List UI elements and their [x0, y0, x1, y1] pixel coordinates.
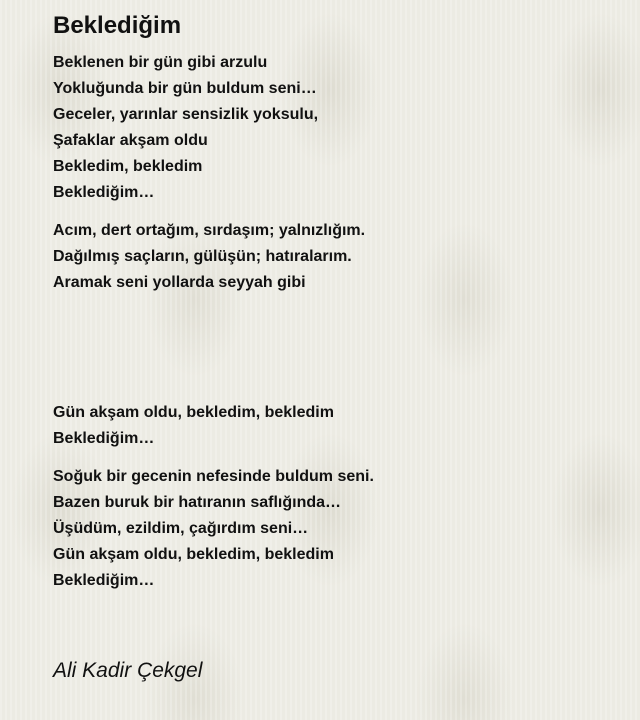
poem-line: Gün akşam oldu, bekledim, bekledim — [53, 546, 334, 563]
poem-author: Ali Kadir Çekgel — [53, 659, 203, 682]
poem-line: Beklediğim… — [53, 572, 155, 589]
stanza-3 — [53, 400, 613, 452]
poem-line: Soğuk bir gecenin nefesinde buldum seni. — [53, 468, 374, 485]
poem-line: Aramak seni yollarda seyyah gibi — [53, 274, 306, 291]
poem-line: Beklediğim… — [53, 184, 155, 201]
poem-line: Geceler, yarınlar sensizlik yoksulu, — [53, 106, 319, 123]
poem-line: Üşüdüm, ezildim, çağırdım seni… — [53, 520, 309, 537]
stanza-1 — [53, 50, 613, 206]
poem-line: Şafaklar akşam oldu — [53, 132, 208, 149]
poem-line: Bekledim, bekledim — [53, 158, 203, 175]
stanza-4 — [53, 464, 613, 594]
poem-container — [53, 10, 613, 594]
poem-line: Yokluğunda bir gün buldum seni… — [53, 80, 317, 97]
poem-line: Bazen buruk bir hatıranın saflığında… — [53, 494, 342, 511]
poem-line: Acım, dert ortağım, sırdaşım; yalnızlığım. — [53, 222, 366, 239]
stanza-2 — [53, 218, 613, 296]
poem-title: Beklediğim — [53, 12, 182, 39]
poem-line: Beklediğim… — [53, 430, 155, 447]
poem-line: Beklenen bir gün gibi arzulu — [53, 54, 268, 71]
poem-line: Dağılmış saçların, gülüşün; hatıralarım. — [53, 248, 352, 265]
poem-line: Gün akşam oldu, bekledim, bekledim — [53, 404, 334, 421]
